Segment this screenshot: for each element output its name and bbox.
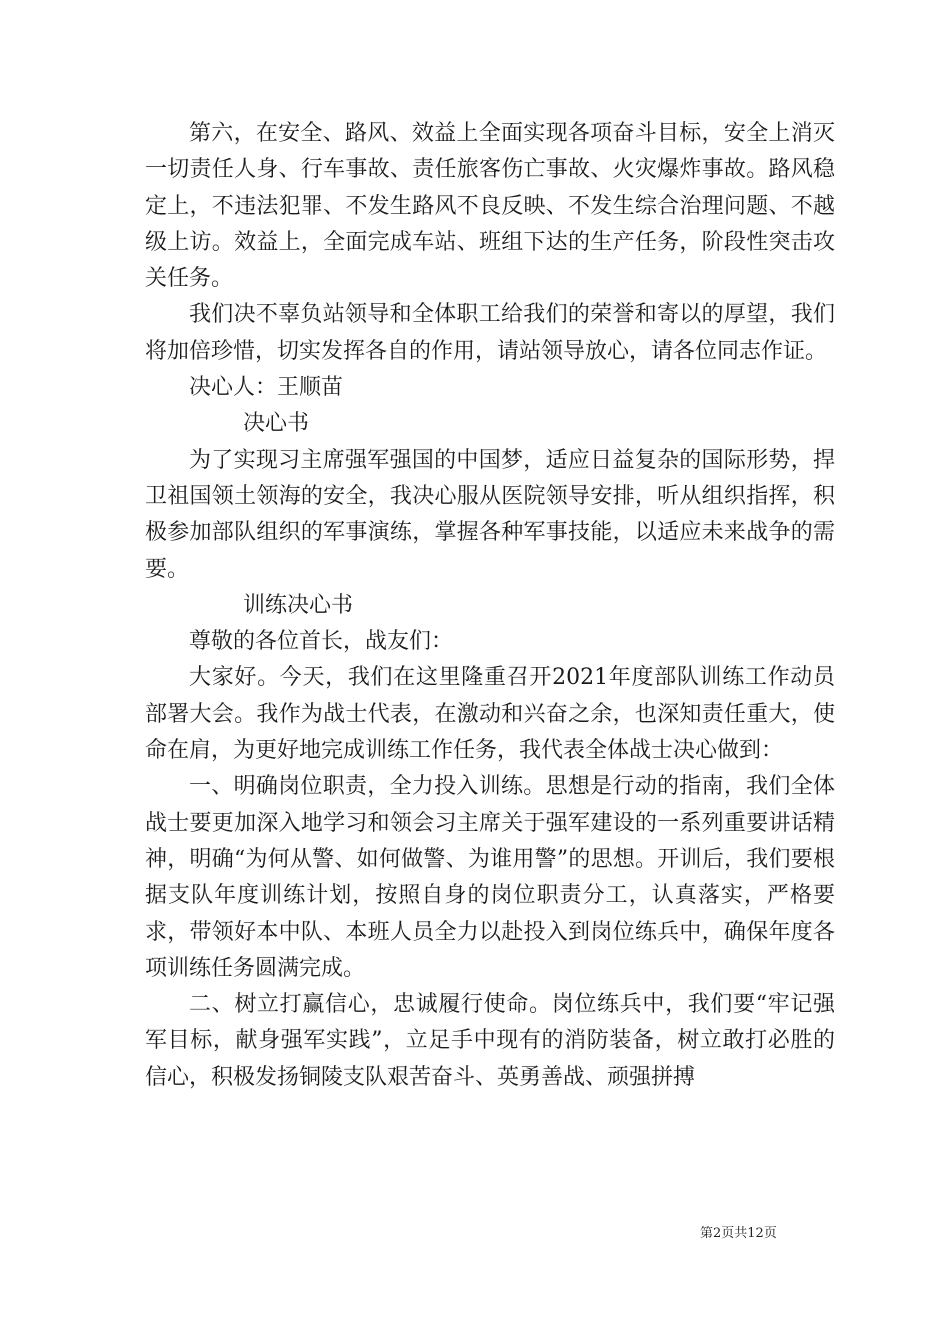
- page-number-footer: 第2页共12页: [700, 1226, 777, 1241]
- paragraph-resolution-body: 为了实现习主席强军强国的中国梦，适应日益复杂的国际形势，捍卫祖国领土领海的安全，我决心服从医院领导安排，听从组织指挥，积极参加部队组织的军事演练，掌握各种军事技能，以适应未来战争的需要。: [145, 447, 835, 582]
- section-title-resolution: 决心书: [243, 411, 310, 437]
- paragraph-greeting: 大家好。今天，我们在这里隆重召开2021年度部队训练工作动员部署大会。我作为战士代表，在激动和兴奋之余，也深知责任重大，使命在肩，为更好地完成训练工作任务，我代表全体战士决心做到：: [145, 665, 835, 764]
- document-body: [145, 116, 835, 1096]
- paragraph-point-one: 一、明确岗位职责，全力投入训练。思想是行动的指南，我们全体战士要更加深入地学习和领会习主席关于强军建设的一系列重要讲话精神，明确“为何从警、如何做警、为谁用警”的思想。开训后，我们要根据支队年度训练计划，按照自身的岗位职责分工，认真落实，严格要求，带领好本中队、本班人员全力以赴投入到岗位练兵中，确保年度各项训练任务圆满完成。: [145, 774, 835, 981]
- signature-line: 决心人：王顺苗: [189, 375, 344, 401]
- section-title-training-resolution: 训练决心书: [243, 592, 354, 618]
- paragraph-safety-goals: 第六，在安全、路风、效益上全面实现各项奋斗目标，安全上消灭一切责任人身、行车事故、责任旅客伤亡事故、火灾爆炸事故。路风稳定上，不违法犯罪、不发生路风不良反映、不发生综合治理问题、不越级上访。效益上，全面完成车站、班组下达的生产任务，阶段性突击攻关任务。: [145, 121, 835, 292]
- paragraph-point-two: 二、树立打赢信心，忠诚履行使命。岗位练兵中，我们要“牢记强军目标，献身强军实践”，立足手中现有的消防装备，树立敢打必胜的信心，积极发扬铜陵支队艰苦奋斗、英勇善战、顽强拼搏: [145, 992, 835, 1090]
- salutation: 尊敬的各位首长，战友们：: [189, 629, 454, 655]
- paragraph-commitment: 我们决不辜负站领导和全体职工给我们的荣誉和寄以的厚望，我们将加倍珍惜，切实发挥各自的作用，请站领导放心，请各位同志作证。: [145, 302, 835, 364]
